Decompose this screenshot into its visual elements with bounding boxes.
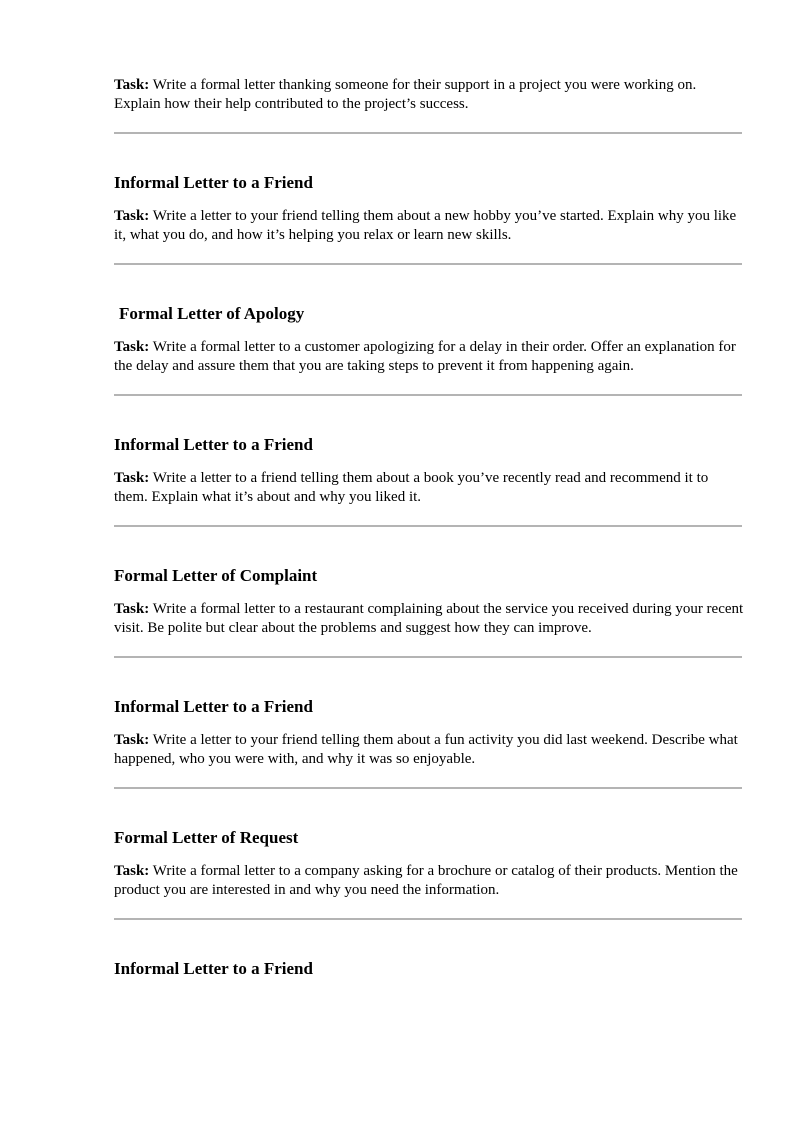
task-label: Task: [114, 732, 150, 748]
task-label: Task: [114, 208, 150, 224]
task-label: Task: [114, 601, 150, 617]
section-task [114, 600, 744, 638]
section-heading: Formal Letter of Request [114, 828, 299, 847]
section-heading: Informal Letter to a Friend [114, 173, 313, 192]
section-task [114, 207, 744, 245]
task-text: Write a letter to your friend telling them about a fun activity you did last weekend. Describe what happened, who you were with, and why it was so enjoyable. [114, 732, 738, 767]
section-task [114, 731, 744, 769]
task-text: Write a formal letter to a customer apologizing for a delay in their order. Offer an explanation for the delay and assure them that you are taking steps to prevent it from happening again. [114, 339, 736, 374]
section-formal-complaint [114, 565, 744, 638]
section-task [114, 862, 744, 900]
section-task [114, 338, 744, 376]
task-text: Write a formal letter to a restaurant complaining about the service you received during your recent visit. Be polite but clear about the problems and suggest how they can improve. [114, 601, 744, 636]
section-informal-hobby [114, 172, 744, 245]
section-informal-book [114, 434, 744, 507]
section-heading: Formal Letter of Apology [119, 304, 305, 323]
section-heading: Informal Letter to a Friend [114, 697, 313, 716]
section-heading: Formal Letter of Complaint [114, 566, 318, 585]
task-label: Task: [114, 77, 150, 93]
task-label: Task: [114, 470, 150, 486]
section-formal-apology [114, 303, 744, 376]
task-text: Write a formal letter to a company asking for a brochure or catalog of their products. Mention the product you are interested in and why you need the information. [114, 863, 738, 898]
section-informal-weekend [114, 696, 744, 769]
intro-task [114, 76, 744, 114]
section-informal-final [114, 958, 744, 980]
task-text: Write a letter to a friend telling them about a book you’ve recently read and recommend it to them. Explain what it’s about and why you liked it. [114, 470, 709, 505]
section-formal-request [114, 827, 744, 900]
task-label: Task: [114, 339, 150, 355]
section-task [114, 469, 744, 507]
task-text: Write a letter to your friend telling them about a new hobby you’ve started. Explain why you like it, what you do, and how it’s helping you relax or learn new skills. [114, 208, 737, 243]
section-heading: Informal Letter to a Friend [114, 435, 313, 454]
document-page [114, 76, 744, 980]
task-label: Task: [114, 863, 150, 879]
task-text: Write a formal letter thanking someone for their support in a project you were working on. Explain how their help contributed to the project’s success. [114, 77, 697, 112]
section-heading: Informal Letter to a Friend [114, 959, 313, 978]
